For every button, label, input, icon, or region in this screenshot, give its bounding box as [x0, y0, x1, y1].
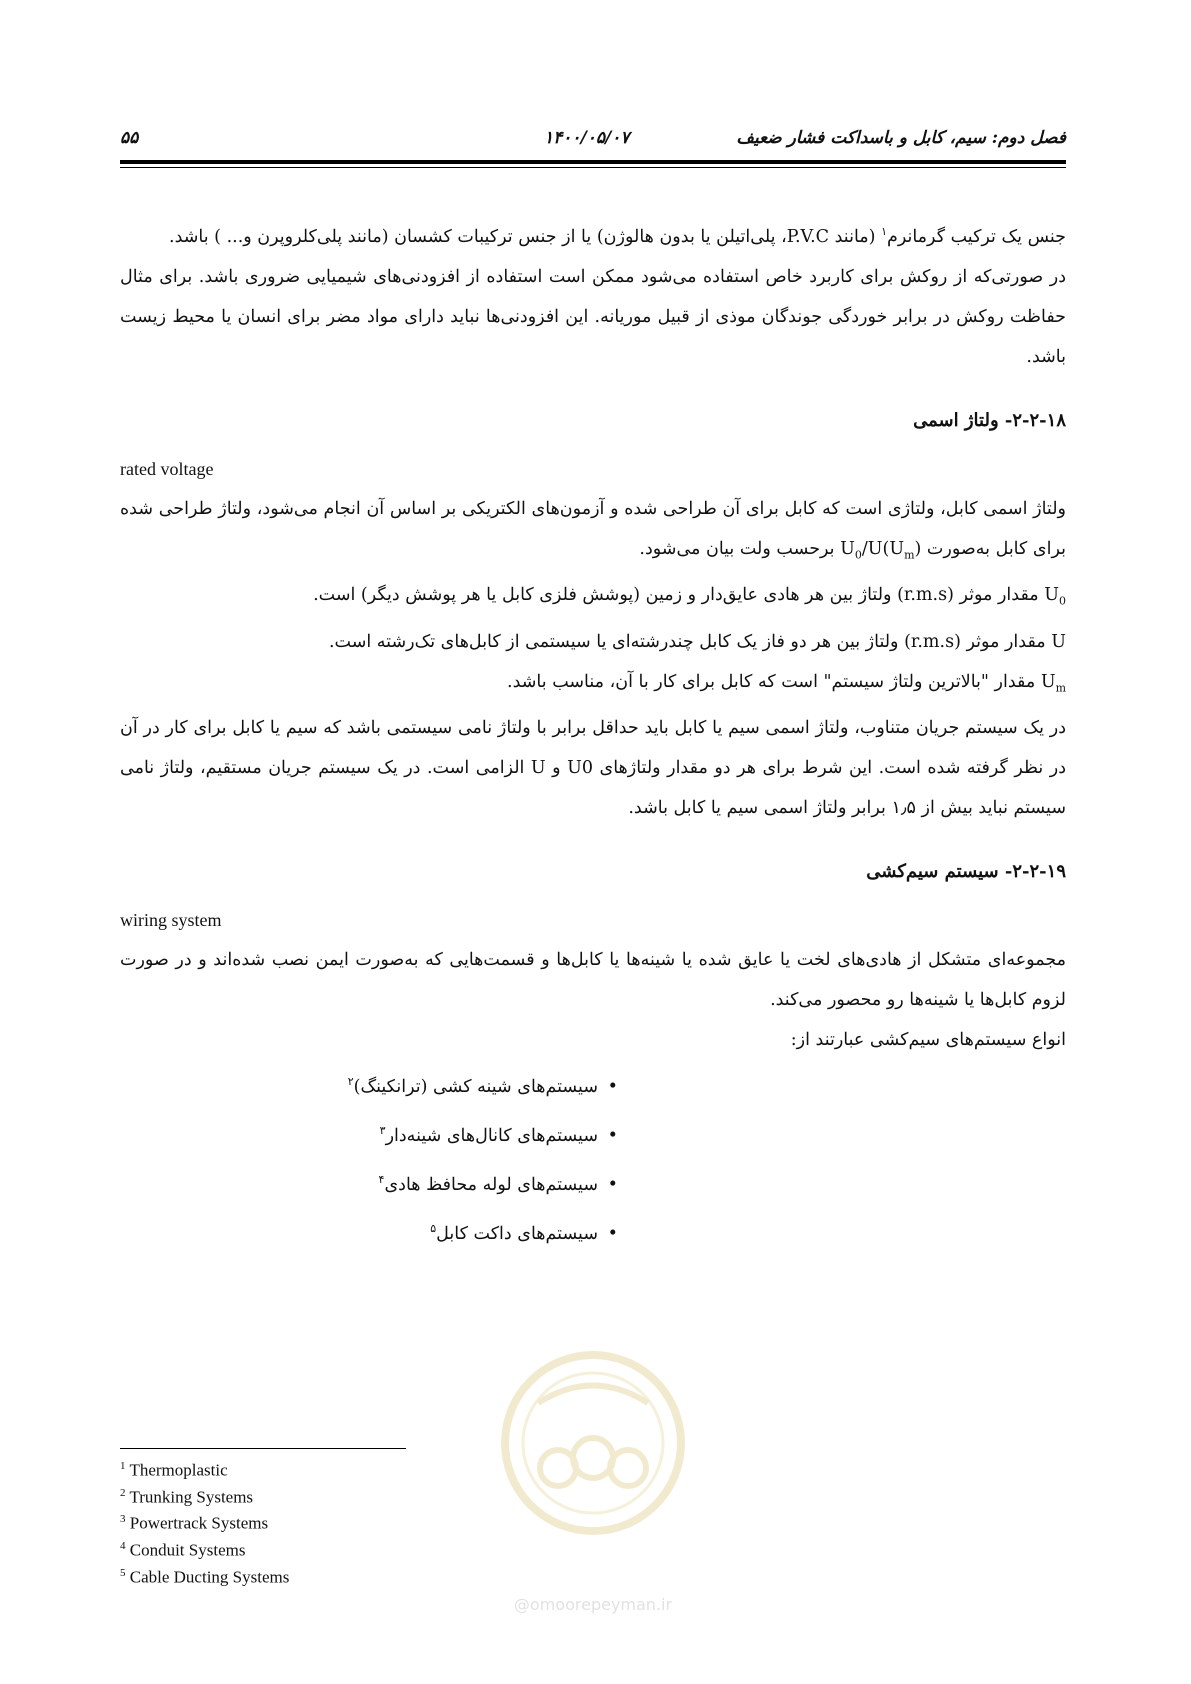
footnote-item: $^1$ Thermoplastic — [120, 1460, 228, 1480]
footnote-item: $^5$ Cable Ducting Systems — [120, 1566, 290, 1587]
list-item: •سیستم‌های کانال‌های شینه‌دار$^۳$ — [379, 1124, 618, 1146]
header-rule-thick — [120, 160, 1066, 164]
header-date: ۱۴۰۰/۰۵/۰۷ — [544, 128, 630, 148]
wiring-types-list — [120, 1060, 1066, 1255]
header-rule-thin — [120, 167, 1066, 168]
section-18-paragraph-1: ولتاژ اسمی کابل، ولتاژی است که کابل برای آن طراحی شده و آزمون‌های الکتریکی بر اساس آن انجام می‌شود، ولتاژ طراحی شده برای کابل به‌صورت $U_0/U(U_m)$ برحسب ولت بیان می‌شود. — [120, 498, 1066, 562]
list-item: •سیستم‌های شینه کشی (ترانکینگ)$^۲$ — [347, 1075, 618, 1098]
section-18-paragraph-last: در یک سیستم جریان متناوب، ولتاژ اسمی سیم یا کابل باید حداقل برابر با ولتاژ نامی سیستمی باشد که سیم یا کابل برای کار در آن در نظر گرفته شده است. این شرط برای هر دو مقدار ولتاژهای U0 و U الزامی است. در یک سیستم جریان مستقیم، ولتاژ نامی سیستم نباید بیش از ۱٫۵ برابر ولتاژ اسمی سیم یا کابل باشد. — [120, 718, 1067, 819]
footnote-separator — [120, 1448, 406, 1449]
wiring-types-intro: انواع سیستم‌های سیم‌کشی عبارتند از: — [790, 1030, 1066, 1051]
watermark-text: @omoorepeyman.ir — [513, 1595, 673, 1614]
list-item: •سیستم‌های داکت کابل$^۵$ — [430, 1221, 618, 1244]
section-19-english-term: wiring system — [120, 910, 222, 931]
chapter-title: فصل دوم: سیم، کابل و باسداکت فشار ضعیف — [736, 128, 1066, 148]
page-header — [120, 128, 1066, 158]
intro-paragraph-2: در صورتی‌که از روکش برای کاربرد خاص استفاده می‌شود ممکن است استفاده از افزودنی‌های شیمیایی ضروری باشد. برای مثال حفاظت روکش در برابر خوردگی جوندگان موذی از قبیل موریانه. این افزودنی‌ها نباید دارای مواد مضر برای انسان یا محیط زیست باشد. — [120, 266, 1066, 367]
definition-u0: $U_0$ مقدار موثر (r.m.s) ولتاژ بین هر هادی عایق‌دار و زمین (پوشش فلزی کابل یا هر پوشش دیگر) است. — [313, 585, 1066, 608]
footnote-item: $^3$ Powertrack Systems — [120, 1513, 269, 1533]
section-19-heading: ۲-۲-۱۹- سیستم سیم‌کشی — [866, 861, 1066, 883]
intro-paragraph-1: جنس یک ترکیب گرمانرم$^۱$ (مانند P.V.C، پلی‌اتیلن یا بدون هالوژن) یا از جنس ترکیبات کشسان (مانند پلی‌کلروپرن و... ) باشد. — [169, 225, 1066, 247]
voltage-formula: $U_0/U(U_m)$ — [840, 538, 922, 562]
footnote-ref-1: ۱ — [881, 225, 887, 238]
footnote-item: $^2$ Trunking Systems — [120, 1486, 254, 1507]
page-body — [120, 212, 1066, 1256]
page-number: ۵۵ — [120, 128, 139, 148]
section-18-english-term: rated voltage — [120, 458, 214, 479]
list-item: •سیستم‌های لوله محافظ هادی$^۴$ — [378, 1172, 618, 1195]
watermark-logo — [498, 1348, 688, 1618]
definition-u: U مقدار موثر (r.m.s) ولتاژ بین هر دو فاز یک کابل چندرشته‌ای یا سیستمی از کابل‌های تک‌رشته است. — [328, 631, 1066, 652]
definition-um: $U_m$ مقدار "بالاترین ولتاژ سیستم" است که کابل برای کار با آن، مناسب باشد. — [507, 671, 1066, 695]
section-19-paragraph-1: مجموعه‌ای متشکل از هادی‌های لخت یا عایق شده یا شینه‌ها یا کابل‌ها و قسمت‌هایی که به‌صورت ایمن نصب شده‌اند و در صورت لزوم کابل‌ها یا شینه‌ها رو محصور می‌کند. — [120, 950, 1066, 1011]
footnotes — [120, 1455, 289, 1588]
section-18-heading: ۲-۲-۱۸- ولتاژ اسمی — [913, 409, 1066, 431]
footnote-item: $^4$ Conduit Systems — [120, 1539, 246, 1560]
